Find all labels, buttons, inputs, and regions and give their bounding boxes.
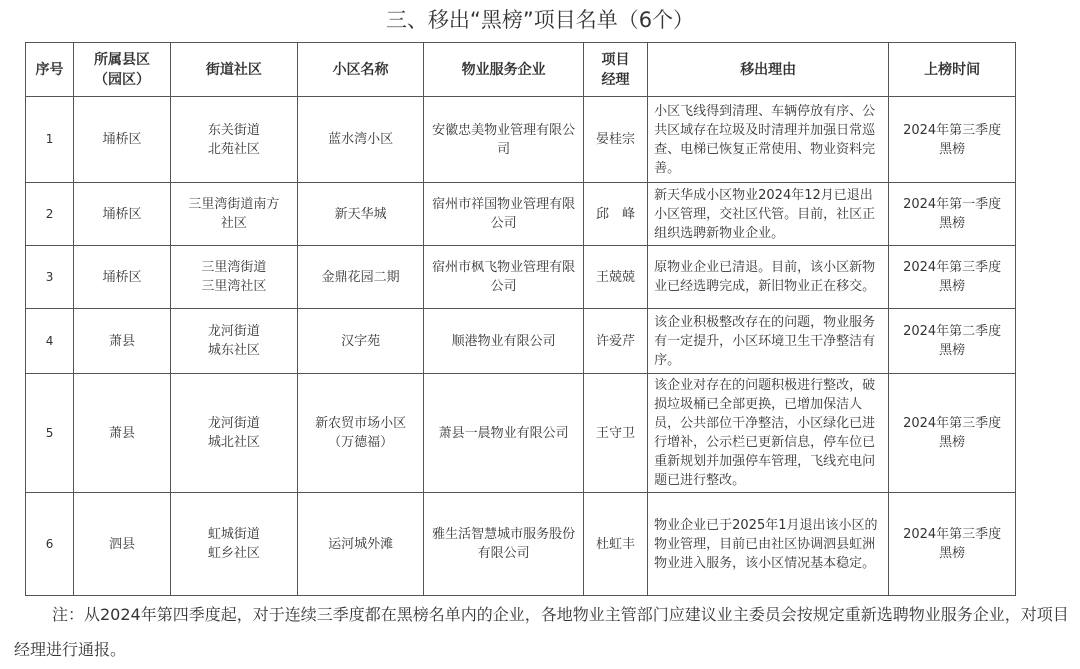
row-time-line1: 2024年第三季度 <box>903 260 1002 275</box>
row-manager: 邱 峰 <box>583 183 647 246</box>
row-community-line1: 金鼎花园二期 <box>321 269 400 285</box>
row-time-line1: 2024年第三季度 <box>903 122 1002 138</box>
row-index: 2 <box>26 183 74 246</box>
table-row <box>26 246 1016 309</box>
row-community <box>297 183 424 246</box>
row-time <box>889 183 1016 246</box>
row-company: 雅生活智慧城市服务股份有限公司 <box>424 493 583 596</box>
table-row <box>26 374 1016 493</box>
row-time-line2: 黑榜 <box>939 216 966 231</box>
row-district: 埇桥区 <box>74 97 171 183</box>
row-community <box>297 493 424 596</box>
row-community-line1: 汉字苑 <box>341 333 381 349</box>
row-street <box>171 493 298 596</box>
row-time-line1: 2024年第二季度 <box>903 324 1002 339</box>
row-community-line2: （万德福） <box>328 435 394 450</box>
row-street-line2: 虹乡社区 <box>207 546 260 561</box>
row-time <box>889 97 1016 183</box>
row-time <box>889 246 1016 309</box>
row-company: 宿州市枫飞物业管理有限公司 <box>424 246 583 309</box>
row-time-line1: 2024年第三季度 <box>903 527 1002 542</box>
footnote: 注：从2024年第四季度起，对于连续三季度都在黑榜名单内的企业，各地物业主管部门应建议业主委员会按规定重新选聘物业服务企业，对项目经理进行通报。 <box>14 605 1069 659</box>
row-reason: 该企业积极整改存在的问题，物业服务有一定提升，小区环境卫生干净整洁有序。 <box>648 309 889 374</box>
row-company: 宿州市祥国物业管理有限公司 <box>424 183 583 246</box>
row-district: 埇桥区 <box>74 183 171 246</box>
row-district: 埇桥区 <box>74 246 171 309</box>
row-index: 5 <box>26 374 74 493</box>
header-manager-line2: 经理 <box>601 71 630 88</box>
row-community-line1: 蓝水湾小区 <box>328 132 394 147</box>
row-manager: 晏桂宗 <box>583 97 647 183</box>
header-district-line2: （园区） <box>94 71 151 88</box>
row-company: 萧县一晨物业有限公司 <box>424 374 583 493</box>
row-time-line1: 2024年第一季度 <box>903 197 1002 212</box>
row-time-line2: 黑榜 <box>939 141 966 157</box>
row-reason: 物业企业已于2025年1月退出该小区的物业管理，目前已由社区协调泗县虹洲物业进入服务，该小区情况基本稳定。 <box>648 493 889 596</box>
row-manager: 王守卫 <box>583 374 647 493</box>
row-street-line1: 三里湾街道 <box>201 260 267 275</box>
row-time <box>889 374 1016 493</box>
row-street-line2: 城北社区 <box>207 435 260 450</box>
row-reason: 新天华成小区物业2024年12月已退出小区管理，交社区代管。目前，社区正组织选聘新物业企业。 <box>648 183 889 246</box>
row-district: 萧县 <box>74 309 171 374</box>
row-time-line1: 2024年第三季度 <box>903 416 1002 431</box>
row-street-line1: 龙河街道 <box>207 416 260 431</box>
row-community-line1: 运河城外滩 <box>328 536 394 552</box>
header-company: 物业服务企业 <box>424 43 583 97</box>
row-district: 萧县 <box>74 374 171 493</box>
header-community: 小区名称 <box>297 43 424 97</box>
row-street-line1: 虹城街道 <box>207 527 260 542</box>
table-row <box>26 97 1016 183</box>
row-community-line1: 新农贸市场小区 <box>315 416 407 431</box>
row-community <box>297 246 424 309</box>
row-community <box>297 309 424 374</box>
row-reason: 原物业企业已清退。目前，该小区新物业已经选聘完成，新旧物业正在移交。 <box>648 246 889 309</box>
page-title: 三、移出“黑榜”项目名单（6个） <box>385 8 695 32</box>
row-time-line2: 黑榜 <box>939 343 966 358</box>
table-row <box>26 493 1016 596</box>
row-street <box>171 309 298 374</box>
row-index: 6 <box>26 493 74 596</box>
header-index: 序号 <box>26 43 74 97</box>
header-manager-line1: 项目 <box>601 51 630 68</box>
header-reason: 移出理由 <box>648 43 889 97</box>
row-time-line2: 黑榜 <box>939 279 966 294</box>
row-street-line2: 三里湾社区 <box>201 279 267 294</box>
row-community <box>297 374 424 493</box>
row-street-line1: 三里湾街道南方 <box>188 197 280 212</box>
row-company: 顺港物业有限公司 <box>424 309 583 374</box>
row-street-line1: 龙河街道 <box>207 324 260 339</box>
row-street-line2: 城东社区 <box>207 343 260 358</box>
row-time-line2: 黑榜 <box>939 546 966 561</box>
row-index: 4 <box>26 309 74 374</box>
header-row <box>26 43 1016 97</box>
row-district: 泗县 <box>74 493 171 596</box>
row-manager: 王兢兢 <box>583 246 647 309</box>
header-time: 上榜时间 <box>889 43 1016 97</box>
row-street <box>171 97 298 183</box>
row-index: 1 <box>26 97 74 183</box>
header-manager <box>583 43 647 97</box>
table-row <box>26 183 1016 246</box>
row-time-line2: 黑榜 <box>939 435 966 450</box>
row-community <box>297 97 424 183</box>
row-time <box>889 309 1016 374</box>
header-street: 街道社区 <box>171 43 298 97</box>
row-street <box>171 246 298 309</box>
row-street <box>171 183 298 246</box>
row-manager: 许爱芹 <box>583 309 647 374</box>
row-time <box>889 493 1016 596</box>
row-community-line1: 新天华城 <box>334 206 387 222</box>
header-district-line1: 所属县区 <box>94 51 151 68</box>
row-reason: 该企业对存在的问题积极进行整改，破损垃圾桶已全部更换，已增加保洁人员，公共部位干净整洁，小区绿化已进行增补，公示栏已更新信息，停车位已重新规划并加强停车管理，飞线充电问题已进行整改。 <box>648 374 889 493</box>
row-street-line2: 北苑社区 <box>207 141 260 157</box>
row-street-line2: 社区 <box>220 216 247 231</box>
header-district <box>74 43 171 97</box>
row-index: 3 <box>26 246 74 309</box>
row-company: 安徽忠美物业管理有限公司 <box>424 97 583 183</box>
removed-blacklist-table <box>25 42 1016 596</box>
table-row <box>26 309 1016 374</box>
row-street-line1: 东关街道 <box>207 122 260 138</box>
row-reason: 小区飞线得到清理、车辆停放有序、公共区域存在垃圾及时清理并加强日常巡查、电梯已恢复正常使用、物业资料完善。 <box>648 97 889 183</box>
row-manager: 杜虹丰 <box>583 493 647 596</box>
row-street <box>171 374 298 493</box>
